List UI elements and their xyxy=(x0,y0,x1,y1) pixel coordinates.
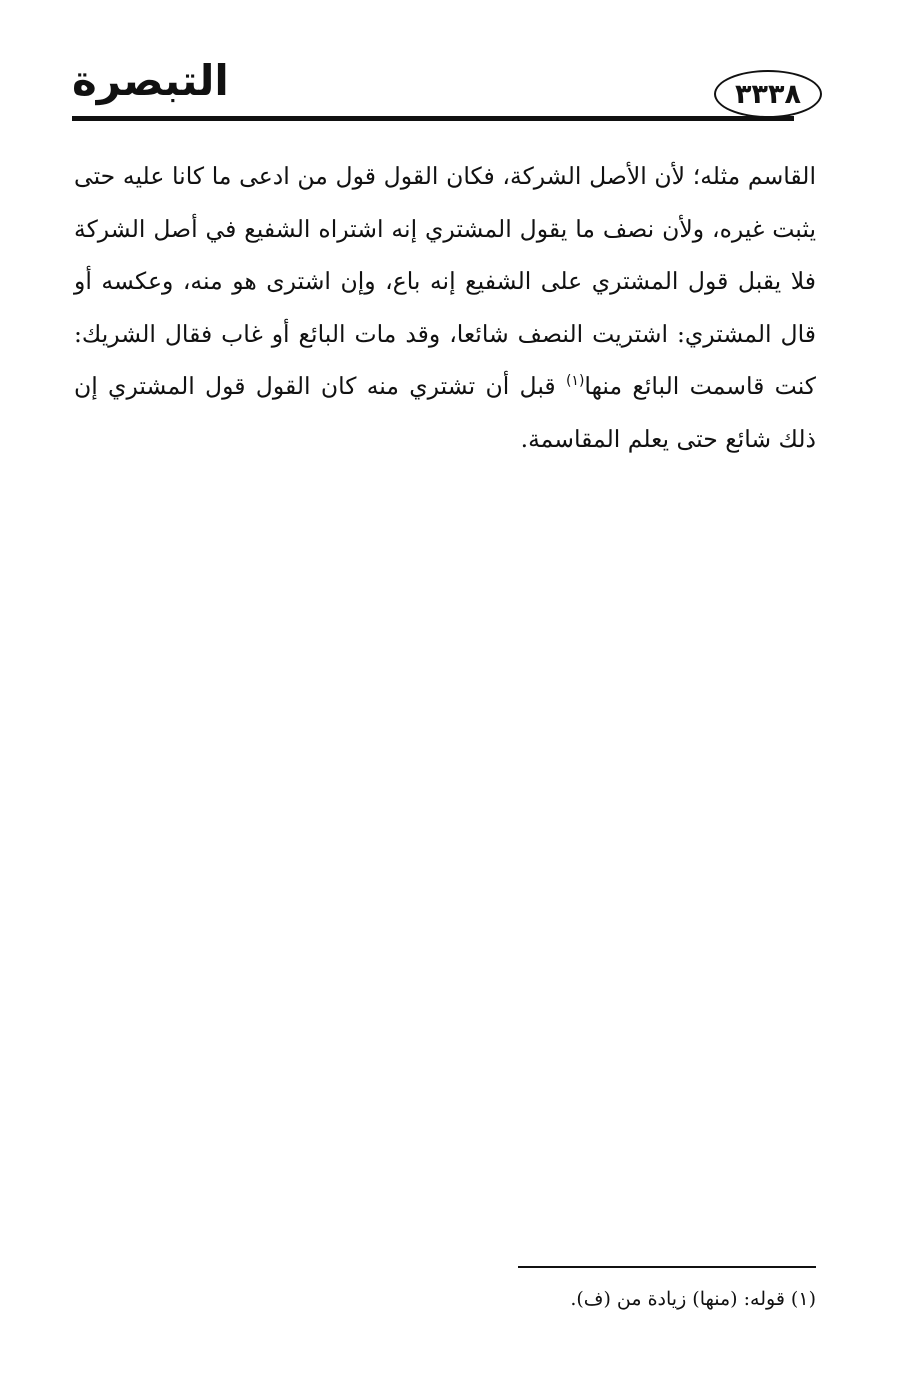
paragraph-text-part1: القاسم مثله؛ لأن الأصل الشركة، فكان القول قول من ادعى ما كانا عليه حتى يثبت غيره، ولأن نصف ما يقول المشتري إنه اشتراه الشفيع في أصل الشركة فلا يقبل قول المشتري على الشفيع إنه باع، وإن اشترى هو منه، وعكسه أو قال المشتري: اشتريت النصف شائعا، وقد مات البائع أو غاب فقال الشريك: كنت قاسمت البائع منها xyxy=(74,162,817,400)
header-rule xyxy=(72,116,794,121)
footnote-separator xyxy=(518,1266,816,1268)
page-number-badge xyxy=(714,70,822,118)
body-paragraph xyxy=(74,150,816,465)
footnote-reference: (١) xyxy=(565,373,585,390)
page-header xyxy=(72,56,822,130)
page-number: ٣٣٣٨ xyxy=(735,78,801,110)
footnote: (١) قوله: (منها) زيادة من (ف). xyxy=(570,1288,816,1310)
paragraph-text-part2: قبل أن تشتري منه كان القول قول المشتري إن ذلك شائع حتى يعلم المقاسمة. xyxy=(74,372,816,453)
main-text xyxy=(74,150,816,465)
book-title: التبصرة xyxy=(72,56,229,105)
